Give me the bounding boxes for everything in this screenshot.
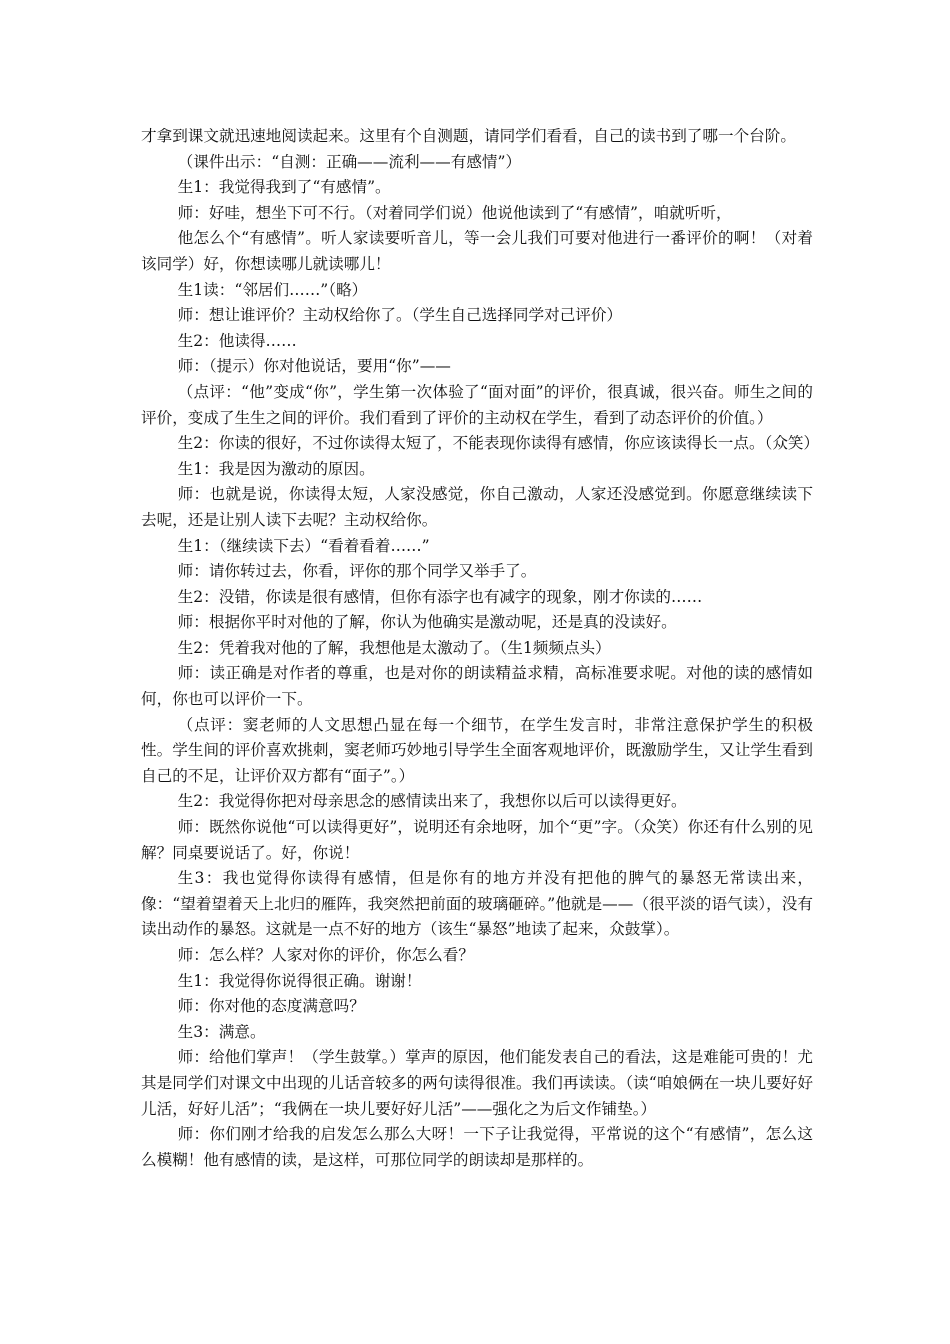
paragraph-19: 师：读正确是对作者的尊重，也是对你的朗读精益求精，高标准要求呢。对他的读的感情如何，你也可以评价一下。 — [141, 664, 813, 709]
paragraph-28: 师：给他们掌声！（学生鼓掌。）掌声的原因，他们能发表自己的看法，这是难能可贵的！尤其是同学们对课文中出现的儿话音较多的两句读得很准。我们再读读。（读“咱娘俩在一块儿要好好儿活，好好儿活”；“我俩在一块儿要好好儿活”——强化之为后文作铺垫。） — [141, 1048, 813, 1118]
paragraph-2: （课件出示：“自测：正确——流利——有感情”） — [177, 152, 522, 171]
paragraph-14: 生1：（继续读下去）“看着看着……” — [177, 536, 430, 555]
paragraph-17: 师：根据你平时对他的了解，你认为他确实是激动呢，还是真的没读好。 — [177, 613, 677, 632]
paragraph-22: 师：既然你说他“可以读得更好”，说明还有余地呀，加个“更”字。（众笑）你还有什么别的见解？同桌要说话了。好，你说！ — [141, 818, 813, 862]
paragraph-10: （点评：“他”变成“你”，学生第一次体验了“面对面”的评价，很真诚，很兴奋。师生之间的评价，变成了生生之间的评价。我们看到了评价的主动权在学生，看到了动态评价的价值。） — [141, 382, 813, 427]
paragraph-7: 师：想让谁评价？主动权给你了。（学生自己选择同学对己评价） — [177, 306, 623, 325]
paragraph-13: 师：也就是说，你读得太短，人家没感觉，你自己激动，人家还没感觉到。你愿意继续读下去呢，还是让别人读下去呢？主动权给你。 — [141, 485, 813, 529]
document-body — [141, 124, 820, 1173]
paragraph-26: 师：你对他的态度满意吗？ — [177, 997, 365, 1016]
paragraph-3: 生1：我觉得我到了“有感情”。 — [177, 178, 391, 197]
paragraph-16: 生2：没错，你读是很有感情，但你有添字也有减字的现象，刚才你读的…… — [177, 587, 703, 606]
paragraph-25: 生1：我觉得你说得很正确。谢谢！ — [177, 971, 422, 990]
paragraph-12: 生1：我是因为激动的原因。 — [177, 459, 375, 478]
paragraph-21: 生2：我觉得你把对母亲思念的感情读出来了，我想你以后可以读得更好。 — [177, 792, 687, 811]
paragraph-18: 生2：凭着我对他的了解，我想他是太激动了。（生1频频点头） — [177, 638, 611, 657]
paragraph-9: 师：（提示）你对他说话，要用“你”—— — [177, 357, 451, 376]
paragraph-24: 师：怎么样？人家对你的评价，你怎么看？ — [177, 946, 474, 964]
paragraph-27: 生3：满意。 — [177, 1022, 266, 1041]
paragraph-23: 生3：我也觉得你读得有感情，但是你有的地方并没有把他的脾气的暴怒无常读出来，像：“望着望着天上北归的雁阵，我突然把前面的玻璃砸碎。”他就是——（很平淡的语气读），没有读出动作的暴怒。这就是一点不好的地方（该生“暴怒”地读了起来，众鼓掌）。 — [141, 869, 813, 939]
paragraph-8: 生2：他读得…… — [177, 331, 297, 350]
paragraph-29: 师：你们刚才给我的启发怎么那么大呀！一下子让我觉得，平常说的这个“有感情”，怎么这么模糊！他有感情的读，是这样，可那位同学的朗读却是那样的。 — [141, 1125, 813, 1169]
paragraph-6: 生1读：“邻居们……”（略） — [177, 280, 368, 299]
paragraph-1: 才拿到课文就迅速地阅读起来。这里有个自测题，请同学们看看，自己的读书到了哪一个台阶。 — [141, 127, 796, 145]
paragraph-20: （点评：窦老师的人文思想凸显在每一个细节，在学生发言时，非常注意保护学生的积极性。学生间的评价喜欢挑刺，窦老师巧妙地引导学生全面客观地评价，既激励学生，又让学生看到自己的不足，让评价双方都有“面子”。） — [141, 715, 813, 785]
paragraph-11: 生2：你读的很好，不过你读得太短了，不能表现你读得有感情，你应该读得长一点。（众笑） — [177, 434, 820, 453]
paragraph-5: 他怎么个“有感情”。听人家读要听音儿，等一会儿我们可要对他进行一番评价的啊！（对着该同学）好，你想读哪儿就读哪儿！ — [141, 229, 813, 273]
paragraph-4: 师：好哇，想坐下可不行。（对着同学们说）他说他读到了“有感情”，咱就听听， — [177, 203, 732, 222]
paragraph-15: 师：请你转过去，你看，评你的那个同学又举手了。 — [177, 562, 537, 581]
